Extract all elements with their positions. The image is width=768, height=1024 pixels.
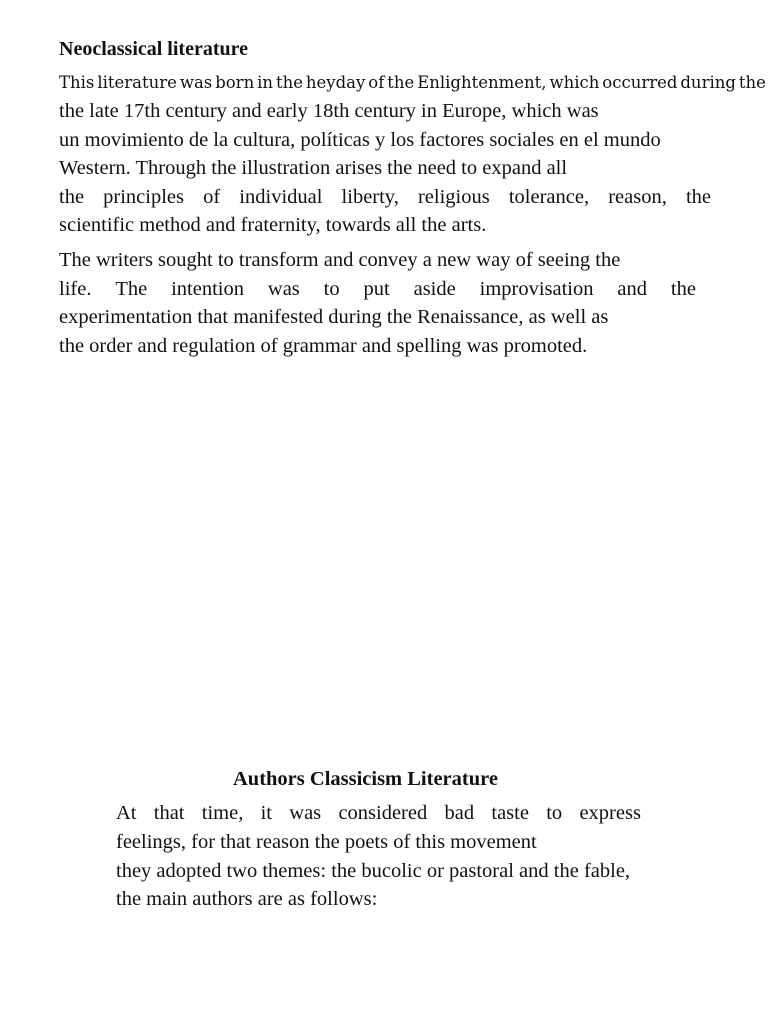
word: At	[116, 802, 137, 824]
word: principles	[103, 186, 184, 208]
word: was	[289, 802, 322, 824]
word: and	[617, 278, 648, 300]
word: liberty,	[341, 186, 399, 208]
word: The	[115, 278, 148, 300]
word: aside	[413, 278, 456, 300]
word: life.	[59, 278, 92, 300]
word: the	[59, 186, 85, 208]
word: religious	[417, 186, 490, 208]
word: which	[549, 73, 600, 92]
word: express	[579, 802, 641, 824]
word: heyday	[305, 73, 366, 92]
word: tolerance,	[508, 186, 590, 208]
word: the	[275, 73, 303, 92]
paragraph-3-line-2: feelings, for that reason the poets of this movement	[116, 831, 537, 853]
word: time,	[201, 802, 244, 824]
word: Enlightenment,	[417, 73, 547, 92]
paragraph-3-line-4: the main authors are as follows:	[116, 888, 378, 910]
word: was	[179, 73, 213, 92]
word: during	[680, 73, 736, 92]
paragraph-3-line-3: they adopted two themes: the bucolic or pastoral and the fable,	[116, 860, 631, 882]
word: considered	[338, 802, 428, 824]
word: This	[59, 73, 95, 92]
word: the	[738, 73, 766, 92]
word: put	[363, 278, 390, 300]
paragraph-2-line-1: The writers sought to transform and convey a new way of seeing the	[59, 249, 621, 271]
word: born	[215, 73, 255, 92]
word: intention	[171, 278, 244, 300]
section-title: Authors Classicism Literature	[233, 768, 498, 790]
word: it	[260, 802, 273, 824]
word: of	[368, 73, 385, 92]
paragraph-1-line-3: un movimiento de la cultura, políticas y los factores sociales en el mundo	[59, 129, 661, 151]
paragraph-2-line-4: the order and regulation of grammar and spelling was promoted.	[59, 335, 588, 357]
paragraph-1-line-5	[59, 185, 711, 209]
word: was	[267, 278, 300, 300]
paragraph-1-line-4: Western. Through the illustration arises the need to expand all	[59, 157, 568, 179]
paragraph-2-line-2	[59, 277, 696, 301]
word: the	[670, 278, 696, 300]
paragraph-2-line-3: experimentation that manifested during the Renaissance, as well as	[59, 306, 609, 328]
word: in	[257, 73, 274, 92]
paragraph-1-line-2: the late 17th century and early 18th century in Europe, which was	[59, 100, 599, 122]
word: individual	[239, 186, 323, 208]
word: to	[323, 278, 340, 300]
word: the	[387, 73, 415, 92]
word: taste	[491, 802, 529, 824]
paragraph-3-line-1	[116, 801, 641, 825]
word: improvisation	[479, 278, 594, 300]
word: of	[203, 186, 221, 208]
paragraph-1-line-1	[59, 73, 766, 93]
paragraph-1-line-6: scientific method and fraternity, towards all the arts.	[59, 214, 487, 236]
word: reason,	[608, 186, 667, 208]
word: literature	[97, 73, 177, 92]
word: to	[546, 802, 563, 824]
word: occurred	[602, 73, 678, 92]
word: the	[685, 186, 711, 208]
page-title: Neoclassical literature	[59, 38, 249, 60]
word: that	[153, 802, 185, 824]
word: bad	[444, 802, 475, 824]
